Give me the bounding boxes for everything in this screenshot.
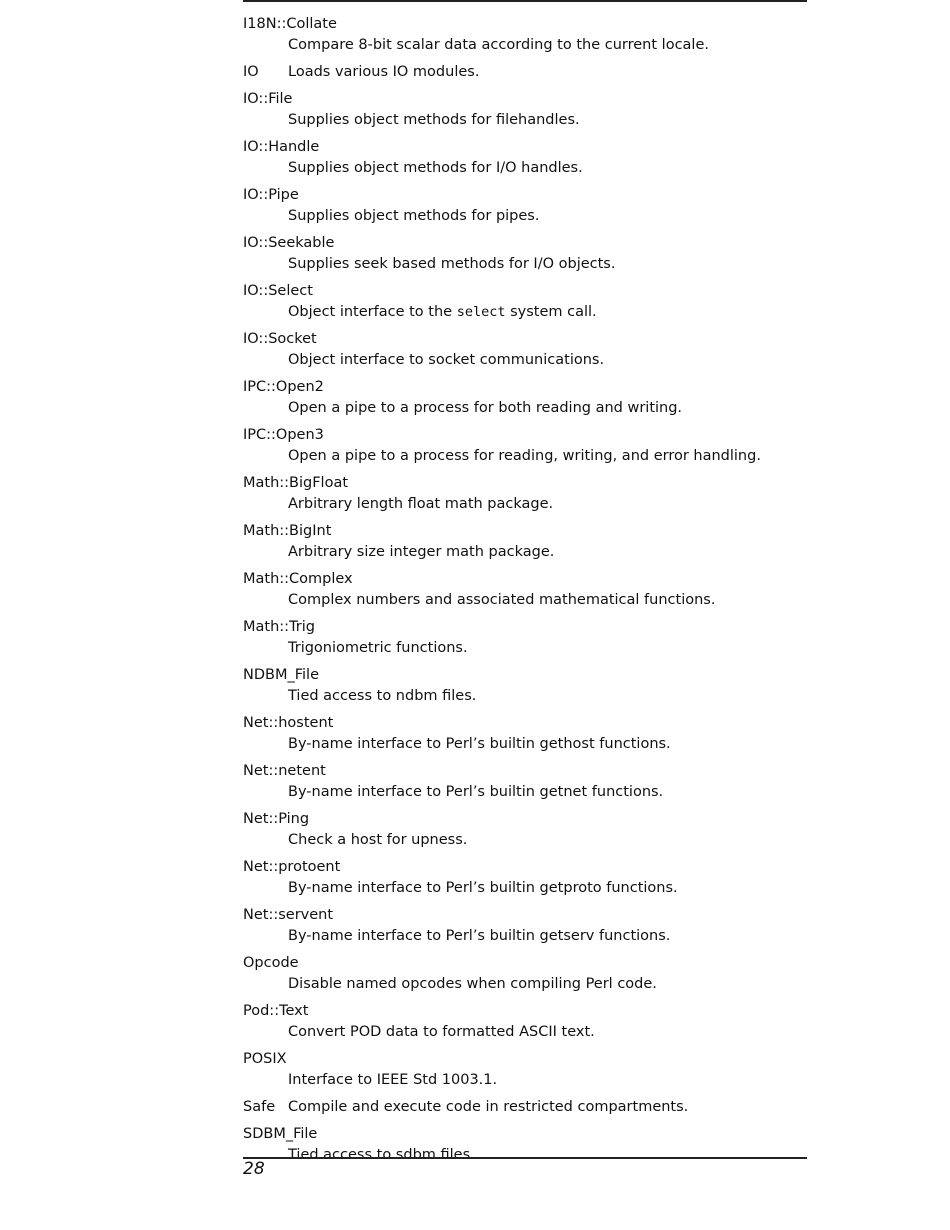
module-description: Supplies object methods for pipes. (288, 208, 540, 224)
module-name: IO::Handle (243, 139, 320, 155)
module-name: IO::Seekable (243, 235, 335, 251)
module-name: Opcode (243, 955, 299, 971)
list-item (243, 905, 807, 947)
module-description: By-name interface to Perl’s builtin getserv functions. (288, 928, 671, 944)
list-item (243, 665, 807, 707)
module-name: Net::servent (243, 907, 334, 923)
top-rule (243, 0, 807, 2)
description-text: Object interface to the (288, 304, 457, 320)
list-item (243, 1097, 807, 1118)
module-name: IPC::Open2 (243, 379, 324, 395)
module-description: By-name interface to Perl’s builtin getproto functions. (288, 880, 678, 896)
module-description: Arbitrary size integer math package. (288, 544, 555, 560)
list-item (243, 377, 807, 419)
footer-rule (243, 1157, 807, 1159)
module-name: IO::Pipe (243, 187, 299, 203)
list-item (243, 137, 807, 179)
description-text: system call. (505, 304, 597, 320)
module-description (243, 302, 807, 323)
module-name: SDBM_File (243, 1126, 318, 1142)
list-item (243, 425, 807, 467)
list-item (243, 1001, 807, 1043)
module-description: Trigoniometric functions. (288, 640, 468, 656)
module-name: Math::BigInt (243, 523, 332, 539)
list-item (243, 281, 807, 323)
module-name: Math::Trig (243, 619, 315, 635)
list-item (243, 62, 807, 83)
module-name: Math::Complex (243, 571, 353, 587)
module-description: Convert POD data to formatted ASCII text. (288, 1024, 595, 1040)
list-item (243, 953, 807, 995)
module-description: Tied access to ndbm files. (288, 688, 477, 704)
module-name: I18N::Collate (243, 16, 337, 32)
module-description: Supplies seek based methods for I/O objects. (288, 256, 616, 272)
module-description: Check a host for upness. (288, 832, 468, 848)
module-name: Net::protoent (243, 859, 341, 875)
module-list (243, 14, 807, 1172)
list-item (243, 521, 807, 563)
module-description: Loads various IO modules. (288, 64, 480, 80)
module-description: Arbitrary length float math package. (288, 496, 554, 512)
module-description: Open a pipe to a process for reading, writing, and error handling. (288, 448, 761, 464)
module-description: Compile and execute code in restricted compartments. (288, 1099, 689, 1115)
list-item (243, 809, 807, 851)
list-item (243, 185, 807, 227)
list-item (243, 329, 807, 371)
module-name: IO::Select (243, 283, 313, 299)
list-item (243, 617, 807, 659)
module-name: IO::File (243, 91, 293, 107)
module-name: Net::Ping (243, 811, 310, 827)
list-item (243, 233, 807, 275)
module-description: Interface to IEEE Std 1003.1. (288, 1072, 498, 1088)
module-name: NDBM_File (243, 667, 319, 683)
list-item (243, 473, 807, 515)
module-description: Complex numbers and associated mathematical functions. (288, 592, 716, 608)
module-description: By-name interface to Perl’s builtin getnet functions. (288, 784, 664, 800)
list-item (243, 713, 807, 755)
module-description: Object interface to socket communications. (288, 352, 605, 368)
module-name: POSIX (243, 1051, 287, 1067)
module-name: Net::netent (243, 763, 326, 779)
inline-code: select (456, 304, 506, 320)
module-description: Compare 8-bit scalar data according to the current locale. (288, 37, 709, 53)
list-item (243, 1124, 807, 1166)
list-item (243, 569, 807, 611)
module-description: Tied access to sdbm files. (288, 1147, 475, 1163)
list-item (243, 761, 807, 803)
list-item (243, 857, 807, 899)
module-name: IO::Socket (243, 331, 317, 347)
module-name: Pod::Text (243, 1003, 309, 1019)
list-item (243, 89, 807, 131)
page-number: 28 (243, 1159, 265, 1179)
module-name: IO (243, 64, 259, 80)
module-description: Open a pipe to a process for both reading and writing. (288, 400, 683, 416)
module-description: Supplies object methods for filehandles. (288, 112, 580, 128)
module-name: Net::hostent (243, 715, 334, 731)
module-name: Safe (243, 1099, 276, 1115)
module-description: Supplies object methods for I/O handles. (288, 160, 583, 176)
list-item (243, 1049, 807, 1091)
list-item (243, 14, 807, 56)
module-description: By-name interface to Perl’s builtin gethost functions. (288, 736, 671, 752)
module-name: IPC::Open3 (243, 427, 324, 443)
module-description: Disable named opcodes when compiling Perl code. (288, 976, 657, 992)
module-name: Math::BigFloat (243, 475, 349, 491)
